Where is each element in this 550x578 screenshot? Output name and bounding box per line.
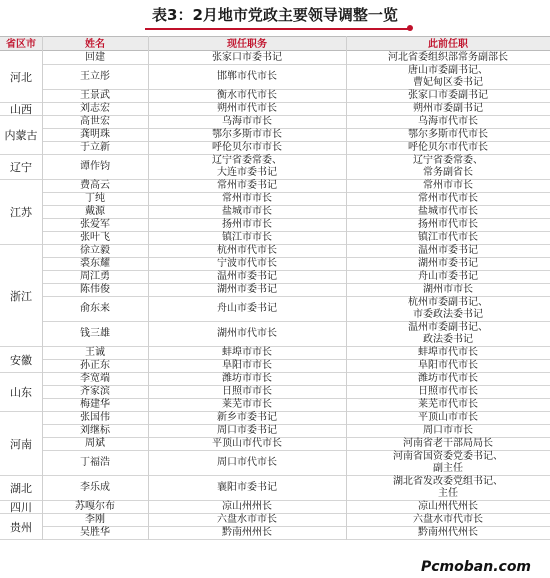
cell-current: 六盘水市市长	[148, 514, 346, 527]
leader-table	[0, 36, 550, 578]
cell-name: 张叶飞	[42, 232, 148, 245]
cell-previous: 温州市委副书记、 政法委书记	[346, 322, 550, 347]
cell-province: 山西	[0, 103, 42, 116]
cell-current: 常州市委书记	[148, 180, 346, 193]
cell-name: 梅建华	[42, 399, 148, 412]
cell-previous: 河北省委组织部常务副部长	[346, 52, 550, 65]
cell-name: 周斌	[42, 438, 148, 451]
cell-current: 温州市委书记	[148, 271, 346, 284]
cell-previous: 莱芜市代市长	[346, 399, 550, 412]
column-divider	[148, 36, 149, 540]
cell-previous: 平顶山市市长	[346, 412, 550, 425]
cell-current: 新乡市委书记	[148, 412, 346, 425]
cell-previous: 日照市代市长	[346, 386, 550, 399]
cell-previous: 镇江市代市长	[346, 232, 550, 245]
cell-current: 杭州市代市长	[148, 245, 346, 258]
cell-previous: 湖州市市长	[346, 284, 550, 297]
cell-current: 周口市委书记	[148, 425, 346, 438]
cell-current: 周口市代市长	[148, 451, 346, 476]
cell-previous: 辽宁省委常委、 常务副省长	[346, 155, 550, 180]
cell-previous: 河南省老干部局局长	[346, 438, 550, 451]
cell-name: 龚明珠	[42, 129, 148, 142]
cell-name: 李乐成	[42, 476, 148, 501]
cell-name: 李刚	[42, 514, 148, 527]
column-divider	[42, 36, 43, 540]
cell-name: 钱三雄	[42, 322, 148, 347]
cell-current: 扬州市市长	[148, 219, 346, 232]
cell-previous: 周口市市长	[346, 425, 550, 438]
column-divider	[346, 36, 347, 540]
cell-previous: 常州市市长	[346, 180, 550, 193]
cell-province: 山东	[0, 373, 42, 412]
cell-name: 苏嘎尔布	[42, 501, 148, 514]
cell-name: 王立彤	[42, 65, 148, 90]
cell-current: 衡水市代市长	[148, 90, 346, 103]
cell-previous: 阜阳市代市长	[346, 360, 550, 373]
cell-name: 张爱军	[42, 219, 148, 232]
cell-name: 王景武	[42, 90, 148, 103]
cell-province: 江苏	[0, 180, 42, 245]
cell-previous: 张家口市委副书记	[346, 90, 550, 103]
cell-previous: 鄂尔多斯市代市长	[346, 129, 550, 142]
cell-current: 镇江市市长	[148, 232, 346, 245]
cell-current: 襄阳市委书记	[148, 476, 346, 501]
cell-name: 于立新	[42, 142, 148, 155]
table-title: 表3：2月地市党政主要领导调整一览	[152, 6, 398, 24]
cell-province: 贵州	[0, 514, 42, 540]
cell-current: 鄂尔多斯市市长	[148, 129, 346, 142]
cell-current: 阜阳市市长	[148, 360, 346, 373]
cell-previous: 舟山市委书记	[346, 271, 550, 284]
cell-current: 平顶山市代市长	[148, 438, 346, 451]
cell-name: 吴胜华	[42, 527, 148, 540]
cell-name: 高世宏	[42, 116, 148, 129]
cell-name: 裘东耀	[42, 258, 148, 271]
cell-name: 俞东来	[42, 297, 148, 322]
cell-previous: 凉山州代州长	[346, 501, 550, 514]
cell-previous: 呼伦贝尔市代市长	[346, 142, 550, 155]
cell-current: 日照市市长	[148, 386, 346, 399]
cell-province: 安徽	[0, 347, 42, 373]
cell-previous: 湖州市委书记	[346, 258, 550, 271]
cell-current: 乌海市市长	[148, 116, 346, 129]
cell-previous: 扬州市代市长	[346, 219, 550, 232]
cell-previous: 湖北省发改委党组书记、 主任	[346, 476, 550, 501]
cell-name: 李宽端	[42, 373, 148, 386]
header-name: 姓名	[42, 36, 148, 51]
header-current-post: 现任职务	[148, 36, 346, 51]
cell-name: 周江勇	[42, 271, 148, 284]
cell-current: 莱芜市市长	[148, 399, 346, 412]
cell-name: 费高云	[42, 180, 148, 193]
cell-previous: 朔州市委副书记	[346, 103, 550, 116]
cell-name: 张国伟	[42, 412, 148, 425]
cell-current: 潍坊市市长	[148, 373, 346, 386]
cell-previous: 潍坊市代市长	[346, 373, 550, 386]
site-watermark: Pcmoban.com	[418, 558, 534, 576]
cell-current: 湖州市委书记	[148, 284, 346, 297]
cell-current: 盐城市市长	[148, 206, 346, 219]
cell-current: 呼伦贝尔市市长	[148, 142, 346, 155]
cell-previous: 河南省国资委党委书记、 副主任	[346, 451, 550, 476]
cell-previous: 乌海市代市长	[346, 116, 550, 129]
cell-current: 宁波市代市长	[148, 258, 346, 271]
cell-province: 四川	[0, 501, 42, 514]
cell-previous: 六盘水市代市长	[346, 514, 550, 527]
cell-name: 刘志宏	[42, 103, 148, 116]
cell-current: 朔州市代市长	[148, 103, 346, 116]
cell-province: 河北	[0, 52, 42, 103]
cell-name: 回建	[42, 52, 148, 65]
cell-previous: 唐山市委副书记、 曹妃甸区委书记	[346, 65, 550, 90]
cell-name: 陈伟俊	[42, 284, 148, 297]
cell-name: 徐立毅	[42, 245, 148, 258]
cell-province: 辽宁	[0, 155, 42, 180]
cell-current: 辽宁省委常委、 大连市委书记	[148, 155, 346, 180]
title-underline	[145, 28, 410, 30]
cell-name: 丁福浩	[42, 451, 148, 476]
cell-name: 刘继标	[42, 425, 148, 438]
cell-province: 湖北	[0, 476, 42, 501]
cell-province: 浙江	[0, 245, 42, 347]
cell-name: 王诚	[42, 347, 148, 360]
cell-name: 齐家滨	[42, 386, 148, 399]
cell-previous: 盐城市代市长	[346, 206, 550, 219]
header-previous-post: 此前任职	[346, 36, 550, 51]
cell-previous: 蚌埠市代市长	[346, 347, 550, 360]
cell-current: 张家口市委书记	[148, 52, 346, 65]
cell-current: 湖州市代市长	[148, 322, 346, 347]
cell-current: 舟山市委书记	[148, 297, 346, 322]
cell-name: 戴源	[42, 206, 148, 219]
cell-current: 蚌埠市市长	[148, 347, 346, 360]
header-province: 省区市	[0, 36, 42, 51]
cell-current: 凉山州州长	[148, 501, 346, 514]
cell-province: 内蒙古	[0, 116, 42, 155]
cell-name: 谭作钧	[42, 155, 148, 180]
cell-current: 常州市市长	[148, 193, 346, 206]
cell-previous: 杭州市委副书记、 市委政法委书记	[346, 297, 550, 322]
cell-province: 河南	[0, 412, 42, 476]
cell-current: 黔南州州长	[148, 527, 346, 540]
cell-previous: 常州市代市长	[346, 193, 550, 206]
cell-current: 邯郸市代市长	[148, 65, 346, 90]
cell-name: 孙正东	[42, 360, 148, 373]
cell-previous: 黔南州代州长	[346, 527, 550, 540]
cell-name: 丁纯	[42, 193, 148, 206]
cell-previous: 温州市委书记	[346, 245, 550, 258]
